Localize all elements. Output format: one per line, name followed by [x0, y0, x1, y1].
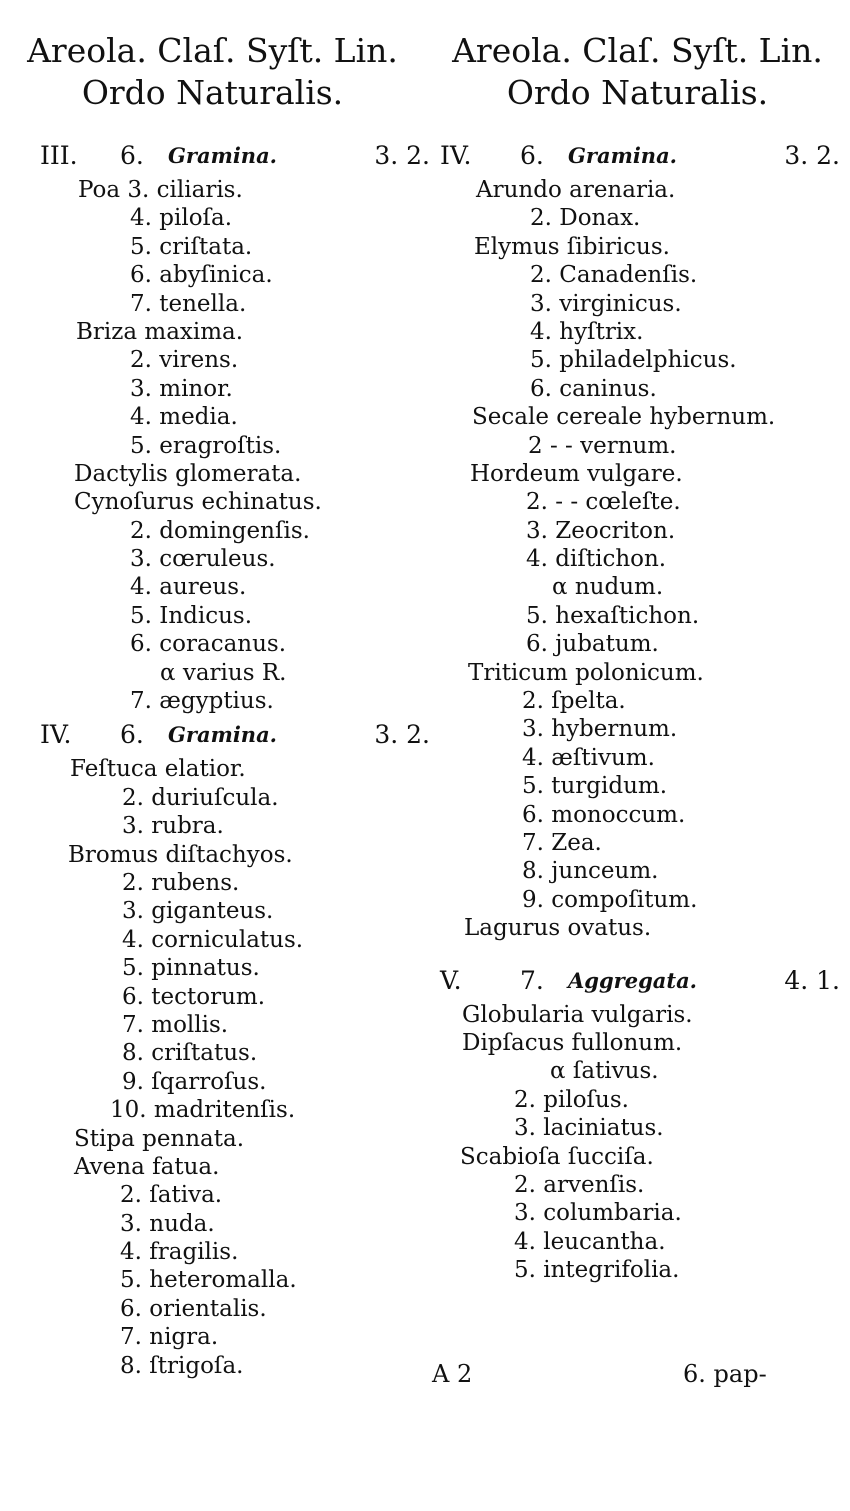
plant-entry: 2. arvenſis. — [514, 1171, 645, 1198]
section-heading — [440, 961, 840, 1001]
plant-entry: Avena fatua. — [74, 1153, 220, 1180]
header-left-line1: Areola. Claſ. Syſt. Lin. — [27, 31, 398, 70]
right-column — [440, 136, 840, 1284]
plant-entry: 3. rubra. — [122, 813, 224, 840]
plant-entry: 7. Zea. — [522, 829, 602, 856]
ordo-name: Gramina. — [568, 143, 677, 168]
plant-entry: 6. jubatum. — [526, 631, 659, 658]
plant-entry: 7. nigra. — [120, 1324, 219, 1351]
section-heading — [440, 136, 840, 176]
ordo-name: Gramina. — [168, 143, 277, 168]
plant-entry: Briza maxima. — [76, 318, 244, 345]
plant-entry: 2. ſativa. — [120, 1182, 223, 1209]
ordo-number: 6. — [120, 141, 144, 170]
ordo-name: Aggregata. — [568, 967, 697, 993]
plant-entry: 4. corniculatus. — [122, 926, 304, 953]
plant-entry: 3. Zeocriton. — [526, 517, 676, 544]
plant-entry: Poa 3. ciliaris. — [78, 177, 243, 203]
plant-entry: 5. philadelphicus. — [530, 347, 737, 374]
plant-entry: α ſativus. — [550, 1058, 659, 1085]
plant-entry: 5. heteromalla. — [120, 1267, 297, 1294]
plant-entry: 3. cœruleus. — [130, 546, 276, 573]
classis-system: 4. 1. — [784, 965, 840, 995]
plant-entry: 7. ægyptius. — [130, 688, 274, 715]
plant-entry: Stipa pennata. — [74, 1125, 245, 1152]
plant-entry: 2 - - vernum. — [528, 432, 677, 459]
plant-entry: Bromus diſtachyos. — [68, 841, 293, 868]
ordo-number: 7. — [520, 965, 544, 995]
plant-entry: 5. Indicus. — [130, 602, 253, 629]
plant-entry: 3. giganteus. — [122, 898, 274, 925]
plant-entry: 3. laciniatus. — [514, 1115, 664, 1142]
plant-entry: 8. junceum. — [522, 858, 659, 885]
plant-entry: 2. Donax. — [530, 205, 641, 232]
plant-entry: 6. coracanus. — [130, 631, 287, 658]
areola-number: IV. — [440, 141, 472, 170]
plant-entry: 8. criſtatus. — [122, 1040, 258, 1067]
plant-entry: 2. rubens. — [122, 869, 240, 896]
plant-entry: 4. diſtichon. — [526, 546, 667, 573]
ordo-name: Gramina. — [168, 722, 277, 748]
header-left-line2: Ordo Naturalis. — [81, 73, 344, 112]
classis-system: 3. 2. — [374, 720, 430, 750]
plant-entry: 7. mollis. — [122, 1011, 229, 1038]
plant-entry: 4. aureus. — [130, 574, 247, 601]
plant-entry: 4. fragilis. — [120, 1239, 239, 1266]
plant-entry: α varius R. — [160, 659, 287, 686]
plant-entry: α nudum. — [552, 574, 664, 601]
plant-entry: Cynoſurus echinatus. — [74, 489, 322, 516]
plant-entry: 10. madritenſis. — [110, 1097, 296, 1124]
plant-entry: 6. abyſinica. — [130, 262, 273, 289]
header-right — [425, 30, 850, 114]
plant-entry: 2. - - cœleſte. — [526, 489, 681, 516]
plant-entry: 2. Canadenſis. — [530, 262, 698, 289]
left-column — [40, 136, 430, 1380]
areola-number: III. — [40, 141, 78, 170]
areola-number: V. — [440, 965, 462, 995]
plant-entry: 9. ſqarroſus. — [122, 1068, 267, 1095]
plant-entry: 6. tectorum. — [122, 983, 266, 1010]
plant-entry: 4. media. — [130, 404, 238, 431]
plant-entry: 3. nuda. — [120, 1210, 215, 1237]
plant-entry: 3. minor. — [130, 375, 233, 402]
signature-mark: A 2 — [432, 1360, 473, 1388]
plant-entry: Hordeum vulgare. — [470, 460, 683, 487]
plant-entry: Lagurus ovatus. — [464, 915, 652, 942]
plant-entry: Dactylis glomerata. — [74, 460, 302, 487]
plant-entry: Globularia vulgaris. — [462, 1001, 693, 1028]
section-heading — [40, 715, 430, 755]
plant-entry: 3. hybernum. — [522, 716, 678, 743]
plant-entry: Arundo arenaria. — [476, 177, 676, 203]
plant-entry: 7. tenella. — [130, 290, 247, 317]
plant-entry: Triticum polonicum. — [468, 659, 704, 686]
ordo-number: 6. — [520, 141, 544, 170]
plant-entry: 2. domingenſis. — [130, 517, 310, 544]
plant-entry: 4. æſtivum. — [522, 744, 655, 771]
plant-entry: Scabioſa ſucciſa. — [460, 1143, 654, 1170]
classis-system: 3. 2. — [374, 141, 430, 170]
plant-entry: 5. eragroſtis. — [130, 432, 282, 459]
plant-entry: 8. ſtrigoſa. — [120, 1352, 244, 1379]
plant-entry: 2. duriuſcula. — [122, 784, 279, 811]
header-left — [0, 30, 425, 114]
plant-entry: 9. compoſitum. — [522, 886, 698, 913]
section-heading — [40, 136, 430, 176]
plant-entry: 4. hyſtrix. — [530, 318, 644, 345]
plant-entry: 5. integrifolia. — [514, 1257, 680, 1284]
plant-entry: 6. monoccum. — [522, 801, 686, 828]
plant-entry: 4. piloſa. — [130, 205, 233, 232]
header-right-line2: Ordo Naturalis. — [506, 73, 769, 112]
header-right-line1: Areola. Claſ. Syſt. Lin. — [452, 31, 823, 70]
ordo-number: 6. — [120, 720, 144, 750]
plant-entry: 4. leucantha. — [514, 1228, 666, 1255]
plant-entry: 5. criſtata. — [130, 233, 253, 260]
plant-entry: Feſtuca elatior. — [70, 756, 246, 783]
plant-entry: 5. pinnatus. — [122, 955, 260, 982]
plant-entry: 5. hexaſtichon. — [526, 602, 700, 629]
areola-number: IV. — [40, 720, 72, 750]
plant-entry: 2. piloſus. — [514, 1086, 629, 1113]
classis-system: 3. 2. — [784, 141, 840, 170]
plant-entry: Elymus ſibiricus. — [474, 233, 670, 260]
plant-entry: 3. columbaria. — [514, 1200, 682, 1227]
plant-entry: 5. turgidum. — [522, 773, 668, 800]
plant-entry: Dipſacus fullonum. — [462, 1029, 683, 1056]
plant-entry: Secale cereale hybernum. — [472, 404, 776, 431]
plant-entry: 3. virginicus. — [530, 290, 682, 317]
plant-entry: 2. ſpelta. — [522, 688, 626, 715]
plant-entry: 6. caninus. — [530, 375, 657, 402]
catchword: 6. pap- — [683, 1360, 767, 1388]
plant-entry: 6. orientalis. — [120, 1295, 267, 1322]
plant-entry: 2. virens. — [130, 347, 239, 374]
